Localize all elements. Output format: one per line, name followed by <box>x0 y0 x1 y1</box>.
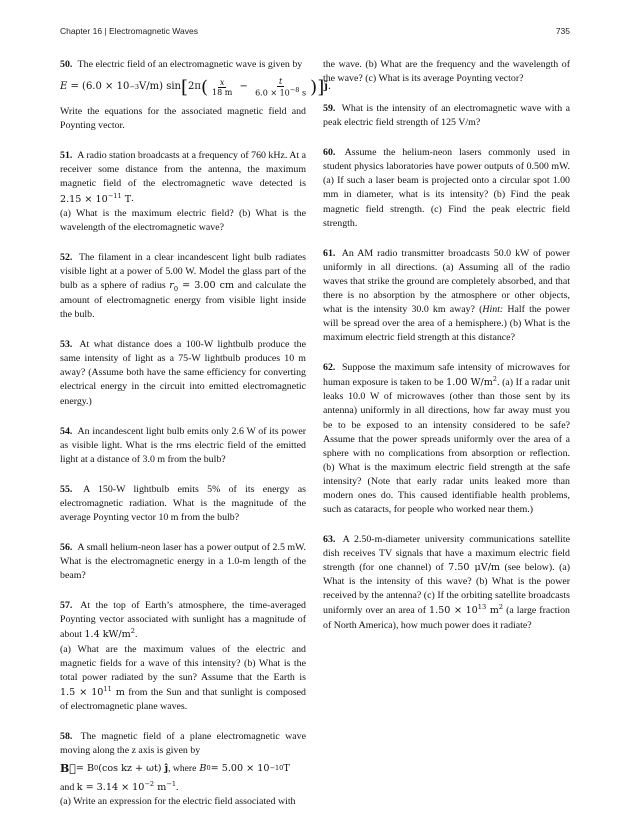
problem-number: 61. <box>323 247 336 259</box>
problem-text: The electric field of an electromagnetic wave is given by <box>77 59 303 70</box>
problem-text: The filament in a clear incandescent light bulb radiates visible light at a power of 5.00 W. Model the glass part of the bulb as a sphere of radius <box>60 251 306 291</box>
problem-text: and calculate the amount of electromagnetic energy from visible light inside the bulb. <box>60 279 307 321</box>
fraction-x <box>210 78 234 97</box>
fraction-x-den: 18 m <box>212 88 233 98</box>
problem-text: An incandescent light bulb emits only 2.6 W of its power as visible light. What is the rms electric field of the emitted light at a distance of 3.0 m from the bulb? <box>60 425 306 465</box>
problem-text: A 2.50-m-diameter university communications satellite dish receives TV signals that have a maximum electric field strength (for one channel) of <box>323 533 570 574</box>
problem-58: 58. The magnetic field of a plane electromagnetic wave moving along the z axis is given by B = B 0 (cos kz + ωt) j , where B 0 = 5.00 × 10 −10 T and $k = 3.14 \times 10^{-2}$ $m^{-1}$. (a) Write an expression for the electric field associated with <box>60 730 306 809</box>
problem-number: 63. <box>323 533 336 545</box>
problem-number: 54. <box>60 425 73 437</box>
eq-2pi: 2π <box>188 81 201 93</box>
problem-number: 52. <box>60 251 73 263</box>
problem-number: 58. <box>60 731 73 743</box>
problem-51: 51. A radio station broadcasts at a frequency of 760 kHz. At a receiver some distance from the antenna, the maximum magnetic field of the electromagnetic wave detected is $2.15 \times 10^{-11}$ T. (a) What is the maximum electric field? (b) What is the wavelength of the electromagnetic wave? <box>60 149 306 235</box>
magnetic-field-value: $2.15 \times 10^{-11}$ T <box>60 191 132 205</box>
problem-55 <box>60 483 306 525</box>
problem-54 <box>60 425 306 467</box>
problem-text: (a) What is the maximum electric field? (b) What is the wavelength of the electromagnetic wave? <box>60 207 306 233</box>
problem-text: and <box>60 781 75 793</box>
safe-intensity-value: 1.00 $W/m^2$ <box>446 375 497 389</box>
eq-amplitude-exp: −3 <box>129 82 140 91</box>
eq-sin: sin <box>166 81 181 93</box>
page-header <box>60 26 570 40</box>
eq-amplitude-unit: V/m) <box>139 81 164 93</box>
problem-text: Assume the helium-neon lasers commonly used in student physics laboratories have power outputs of 0.500 mW. (a) If such a laser beam is projected onto a circular spot 1.00 mm in diameter, what is its intensity? (b) Find the peak magnetic field strength. (c) Find the peak electric field strength. <box>323 147 570 229</box>
earth-sun-distance: $1.5 \times 10^{11}$ m <box>60 684 125 698</box>
problem-53 <box>60 338 306 408</box>
problem-number: 60. <box>323 147 336 159</box>
wave-number-value: $k = 3.14 \times 10^{-2}$ $m^{-1}$ <box>76 779 177 793</box>
paren-open: ( <box>200 76 208 98</box>
fraction-t <box>253 77 308 98</box>
problem-number: 57. <box>60 600 73 612</box>
problem-text: At what distance does a 100-W lightbulb produce the same intensity of light as a 75-W lightbulb produces 10 m away? (Assume both have the same efficiency for converting electrical energy in the circuit into emitted electromagnetic energy.) <box>60 339 306 407</box>
problem-text: (a) Write an expression for the electric field associated with <box>60 796 296 808</box>
problem-number: 51. <box>60 150 73 162</box>
minus-sign: − <box>236 81 252 93</box>
problem-text: A radio station broadcasts at a frequency of 760 kHz. At a receiver some distance from the antenna, the maximum magnetic field of the electromagnetic wave detected is <box>60 150 306 190</box>
page-number: 735 <box>555 26 570 36</box>
problem-61 <box>323 247 570 345</box>
problem-59 <box>323 102 570 130</box>
problem-text: A small helium-neon laser has a power output of 2.5 mW. What is the electromagnetic energy in a 1.0-m length of the beam? <box>60 541 306 582</box>
problem-text: Half the power will be spread over the area of a hemisphere.) (b) What is the maximum electric field strength at this distance? <box>323 303 570 343</box>
problem-text: An AM radio transmitter broadcasts 50.0 kW of power uniformly in all directions. (a) Assuming all of the radio waves that strike the ground are completely absorbed, and that there is no absorption by the atmosphere or other objects, what is the intensity 30.0 km away? ( <box>323 247 570 315</box>
j-hat: j <box>164 763 169 775</box>
fraction-t-num: t <box>279 77 283 87</box>
problem-56 <box>60 541 306 583</box>
j-hat: j <box>324 81 328 93</box>
problem-52 <box>60 251 306 323</box>
problem-number: 53. <box>60 339 73 351</box>
magnetic-field-equation: B = B 0 (cos kz + ωt) j , where B 0 = 5.00 × 10 −10 T <box>60 762 290 776</box>
eq-lhs: E = <box>60 81 79 93</box>
bracket-open: [ <box>181 76 189 98</box>
field-strength-value: 7.50 μV/m <box>448 562 501 574</box>
eq-amplitude: (6.0 × 10 <box>82 81 130 93</box>
problem-number: 56. <box>60 541 73 553</box>
hint-label: Hint: <box>482 303 504 315</box>
b-vector: B <box>60 762 76 776</box>
problem-62 <box>323 361 570 517</box>
problem-text: The magnetic field of a plane electromagnetic wave moving along the z axis is given by <box>60 731 306 757</box>
radius-value: $r_0 = 3.00$ cm <box>169 279 235 293</box>
problem-number: 62. <box>323 362 336 374</box>
problem-60 <box>323 146 570 230</box>
problem-text: Write the equations for the associated magnetic field and Poynting vector. <box>60 106 306 132</box>
chapter-title: Chapter 16 | Electromagnetic Waves <box>60 26 198 36</box>
problem-text: (a large fraction of North America), how much power does it radiate? <box>323 605 570 631</box>
problem-number: 50. <box>60 59 73 70</box>
problem-text: Suppose the maximum safe intensity of microwaves for human exposure is taken to be <box>323 362 570 389</box>
problem-number: 59. <box>323 103 336 115</box>
problem-text: At the top of Earth’s atmosphere, the time-averaged Poynting vector associated with sunlight has a magnitude of about <box>60 600 306 641</box>
fraction-t-den: $6.0 \times 10^{-8}$ s <box>255 86 307 98</box>
problem-58-continued <box>323 58 570 86</box>
broadcast-area-value: $1.50 \times 10^{13}$ $m^2$ <box>429 603 504 617</box>
bracket-close: ] <box>317 76 325 98</box>
problem-text: the wave. (b) What are the frequency and the wavelength of the wave? (c) What is its average Poynting vector? <box>323 59 570 85</box>
problem-text: What is the intensity of an electromagnetic wave with a peak electric field strength of 125 V/m? <box>323 103 570 129</box>
right-column <box>323 58 570 649</box>
problem-57: 57. At the top of Earth’s atmosphere, the time-averaged Poynting vector associated with sunlight has a magnitude of about 1.4 $kW/m^2$. (a) What are the maximum values of the electric and magnetic fields for a wave of this intensity? (b) What is the total power radiated by the sun? Assume that the Earth is $1.5 \times 10^{11}$ m from the Sun and that sunlight is composed of electromagnetic plane waves. <box>60 600 306 712</box>
fraction-x-num: x <box>219 77 225 87</box>
problem-number: 55. <box>60 483 73 495</box>
electric-field-equation: E = (6.0 × 10 −3 V/m) sin [ 2π ( $\frac{x}{18 m}$ − $\frac{t}{6.0 \times 10^{-8} s}$ ) ] j . <box>60 76 332 98</box>
problem-63 <box>323 533 570 633</box>
paren-close: ) <box>310 76 318 98</box>
problem-text: . (a) If a radar unit leaks 10.0 W of microwaves (other than those sent by its antenna) uniformly in all directions, how far away must you be to be exposed to an intensity considered to be safe? Assume that the power spreads uniformly over the area of a sphere with no complications from absorption or reflection. (b) What is the maximum electric field strength at the safe intensity? (Note that early radar units leaked more than modern ones do. This caused identifiable health problems, such as cataracts, for people who worked near them.) <box>323 377 570 515</box>
problem-text: (see below). (a) What is the intensity of this wave? (b) What is the power received by the antenna? (c) If the orbiting satellite broadcasts uniformly over an area of <box>323 562 571 617</box>
poynting-value: 1.4 $kW/m^2$ <box>84 627 135 641</box>
problem-text: (a) What are the maximum values of the electric and magnetic fields for a wave of this intensity? (b) What is the total power radiated by the sun? Assume that the Earth is <box>60 643 306 683</box>
problem-text: A 150-W lightbulb emits 5% of its energy as electromagnetic radiation. What is the magnitude of the average Poynting vector 10 m from the bulb? <box>60 483 306 523</box>
problem-text: from the Sun and that sunlight is composed of electromagnetic plane waves. <box>60 686 306 712</box>
